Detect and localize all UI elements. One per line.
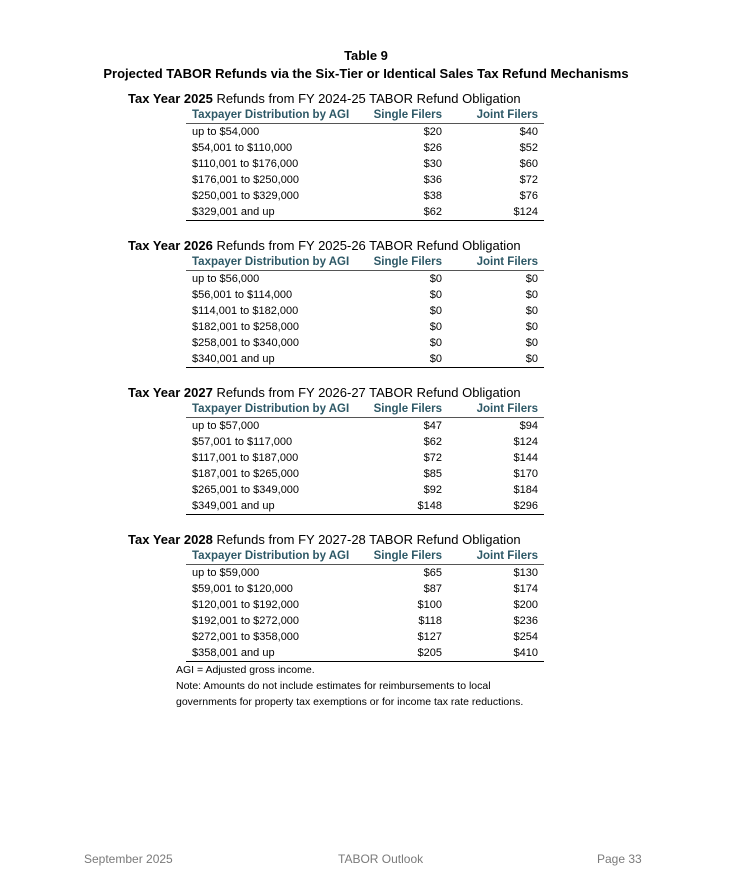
agi-range-cell: $187,001 to $265,000 (192, 468, 300, 480)
column-header-agi: Taxpayer Distribution by AGI (186, 402, 364, 418)
refund-table (186, 549, 544, 662)
note-line: Note: Amounts do not include estimates for reimbursements to local (176, 680, 491, 692)
section-heading (128, 90, 568, 108)
joint-filers-cell: $410 (448, 645, 544, 662)
joint-filers-cell: $124 (448, 204, 544, 221)
table-row (186, 156, 544, 172)
single-filers-cell: $85 (423, 468, 442, 480)
joint-filers-cell: $296 (448, 498, 544, 515)
table-notes (176, 662, 576, 710)
column-header-joint: Joint Filers (448, 255, 544, 271)
footer-date: September 2025 (84, 852, 173, 866)
single-filers-cell: $62 (364, 204, 448, 221)
section-heading (128, 531, 568, 549)
single-filers-cell: $38 (423, 190, 442, 202)
single-filers-cell: $47 (423, 420, 442, 432)
single-filers-cell: $0 (429, 321, 442, 333)
table-row (186, 188, 544, 204)
column-header-single: Single Filers (364, 108, 448, 124)
agi-range-cell: up to $59,000 (192, 567, 260, 579)
single-filers-cell: $92 (423, 484, 442, 496)
table-header-row (186, 549, 544, 565)
single-filers-cell: $36 (423, 174, 442, 186)
single-filers-cell: $118 (418, 615, 442, 627)
joint-filers-cell: $170 (513, 468, 538, 480)
joint-filers-cell: $94 (519, 420, 538, 432)
agi-range-cell: up to $56,000 (192, 273, 260, 285)
joint-filers-cell: $124 (513, 436, 538, 448)
single-filers-cell: $72 (423, 452, 442, 464)
refund-table (186, 402, 544, 515)
table-row (186, 645, 544, 662)
joint-filers-cell: $60 (519, 158, 538, 170)
table-row (186, 450, 544, 466)
table-row (186, 629, 544, 645)
column-header-joint: Joint Filers (448, 108, 544, 124)
refund-table (186, 255, 544, 368)
column-header-agi: Taxpayer Distribution by AGI (186, 255, 364, 271)
section-heading (128, 237, 568, 255)
table-row (186, 124, 544, 141)
agi-range-cell: $56,001 to $114,000 (192, 289, 293, 301)
table-row (186, 335, 544, 351)
agi-range-cell: up to $54,000 (192, 126, 260, 138)
single-filers-cell: $20 (423, 126, 442, 138)
note-line: governments for property tax exemptions or for income tax rate reductions. (176, 696, 524, 708)
joint-filers-cell: $72 (519, 174, 538, 186)
table-row (186, 498, 544, 515)
table-row (186, 581, 544, 597)
table-row (186, 418, 544, 435)
tax-year-label: Tax Year 2027 (128, 385, 213, 400)
single-filers-cell: $127 (417, 631, 442, 643)
agi-range-cell: $176,001 to $250,000 (192, 174, 300, 186)
joint-filers-cell: $0 (525, 337, 538, 349)
table-row (186, 434, 544, 450)
year-section (128, 237, 568, 368)
agi-range-cell: $250,001 to $329,000 (192, 190, 300, 202)
joint-filers-cell: $254 (513, 631, 538, 643)
column-header-single: Single Filers (364, 255, 448, 271)
column-header-agi: Taxpayer Distribution by AGI (186, 549, 364, 565)
joint-filers-cell: $40 (519, 126, 538, 138)
single-filers-cell: $205 (364, 645, 448, 662)
agi-range-cell: $59,001 to $120,000 (192, 583, 293, 595)
table-row (186, 303, 544, 319)
joint-filers-cell: $200 (513, 599, 538, 611)
agi-range-cell: $258,001 to $340,000 (192, 337, 300, 349)
joint-filers-cell: $0 (525, 273, 538, 285)
agi-range-cell: $182,001 to $258,000 (192, 321, 300, 333)
single-filers-cell: $87 (423, 583, 442, 595)
joint-filers-cell: $236 (513, 615, 538, 627)
note-line: AGI = Adjusted gross income. (176, 664, 315, 676)
single-filers-cell: $148 (364, 498, 448, 515)
single-filers-cell: $0 (364, 351, 448, 368)
section-heading-text: Refunds from FY 2025-26 TABOR Refund Obligation (212, 238, 521, 253)
column-header-joint: Joint Filers (448, 402, 544, 418)
agi-range-cell: $114,001 to $182,000 (192, 305, 299, 317)
table-row (186, 466, 544, 482)
table-row (186, 319, 544, 335)
joint-filers-cell: $0 (525, 289, 538, 301)
table-row (186, 613, 544, 629)
agi-range-cell: $265,001 to $349,000 (192, 484, 300, 496)
refund-table (186, 108, 544, 221)
column-header-single: Single Filers (364, 549, 448, 565)
single-filers-cell: $0 (429, 305, 442, 317)
year-section (128, 384, 568, 515)
agi-range-cell: up to $57,000 (192, 420, 260, 432)
table-header-row (186, 402, 544, 418)
section-heading-text: Refunds from FY 2026-27 TABOR Refund Obligation (212, 385, 521, 400)
table-row (186, 351, 544, 368)
agi-range-cell: $120,001 to $192,000 (192, 599, 300, 611)
tax-year-label: Tax Year 2025 (128, 91, 213, 106)
year-section (128, 90, 568, 221)
tax-year-label: Tax Year 2026 (128, 238, 213, 253)
agi-range-cell: $349,001 and up (186, 498, 364, 515)
agi-range-cell: $54,001 to $110,000 (192, 142, 293, 154)
table-row (186, 565, 544, 582)
agi-range-cell: $272,001 to $358,000 (192, 631, 300, 643)
joint-filers-cell: $144 (513, 452, 538, 464)
table-number: Table 9 (344, 48, 388, 63)
joint-filers-cell: $130 (513, 567, 538, 579)
joint-filers-cell: $0 (448, 351, 544, 368)
single-filers-cell: $0 (429, 289, 442, 301)
joint-filers-cell: $184 (513, 484, 538, 496)
footer-page-number: Page 33 (597, 852, 642, 866)
joint-filers-cell: $52 (519, 142, 538, 154)
table-row (186, 287, 544, 303)
joint-filers-cell: $174 (513, 583, 538, 595)
agi-range-cell: $57,001 to $117,000 (192, 436, 293, 448)
section-heading-text: Refunds from FY 2024-25 TABOR Refund Obligation (212, 91, 521, 106)
agi-range-cell: $117,001 to $187,000 (192, 452, 299, 464)
single-filers-cell: $62 (423, 436, 442, 448)
table-row (186, 482, 544, 498)
joint-filers-cell: $0 (525, 305, 538, 317)
column-header-joint: Joint Filers (448, 549, 544, 565)
single-filers-cell: $26 (423, 142, 442, 154)
single-filers-cell: $0 (429, 337, 442, 349)
agi-range-cell: $110,001 to $176,000 (192, 158, 299, 170)
joint-filers-cell: $76 (519, 190, 538, 202)
agi-range-cell: $192,001 to $272,000 (192, 615, 300, 627)
single-filers-cell: $30 (423, 158, 442, 170)
single-filers-cell: $100 (417, 599, 442, 611)
single-filers-cell: $0 (429, 273, 442, 285)
column-header-agi: Taxpayer Distribution by AGI (186, 108, 364, 124)
table-row (186, 172, 544, 188)
agi-range-cell: $340,001 and up (186, 351, 364, 368)
table-row (186, 140, 544, 156)
year-section (128, 531, 568, 662)
section-heading (128, 384, 568, 402)
footer-title: TABOR Outlook (338, 852, 424, 866)
table-row (186, 597, 544, 613)
single-filers-cell: $65 (423, 567, 442, 579)
table-row (186, 204, 544, 221)
agi-range-cell: $358,001 and up (186, 645, 364, 662)
section-heading-text: Refunds from FY 2027-28 TABOR Refund Obligation (212, 532, 521, 547)
table-row (186, 271, 544, 288)
agi-range-cell: $329,001 and up (186, 204, 364, 221)
table-header-row (186, 108, 544, 124)
joint-filers-cell: $0 (525, 321, 538, 333)
column-header-single: Single Filers (364, 402, 448, 418)
table-header-row (186, 255, 544, 271)
table-title: Projected TABOR Refunds via the Six-Tier or Identical Sales Tax Refund Mechanisms (103, 66, 629, 81)
tax-year-label: Tax Year 2028 (128, 532, 213, 547)
